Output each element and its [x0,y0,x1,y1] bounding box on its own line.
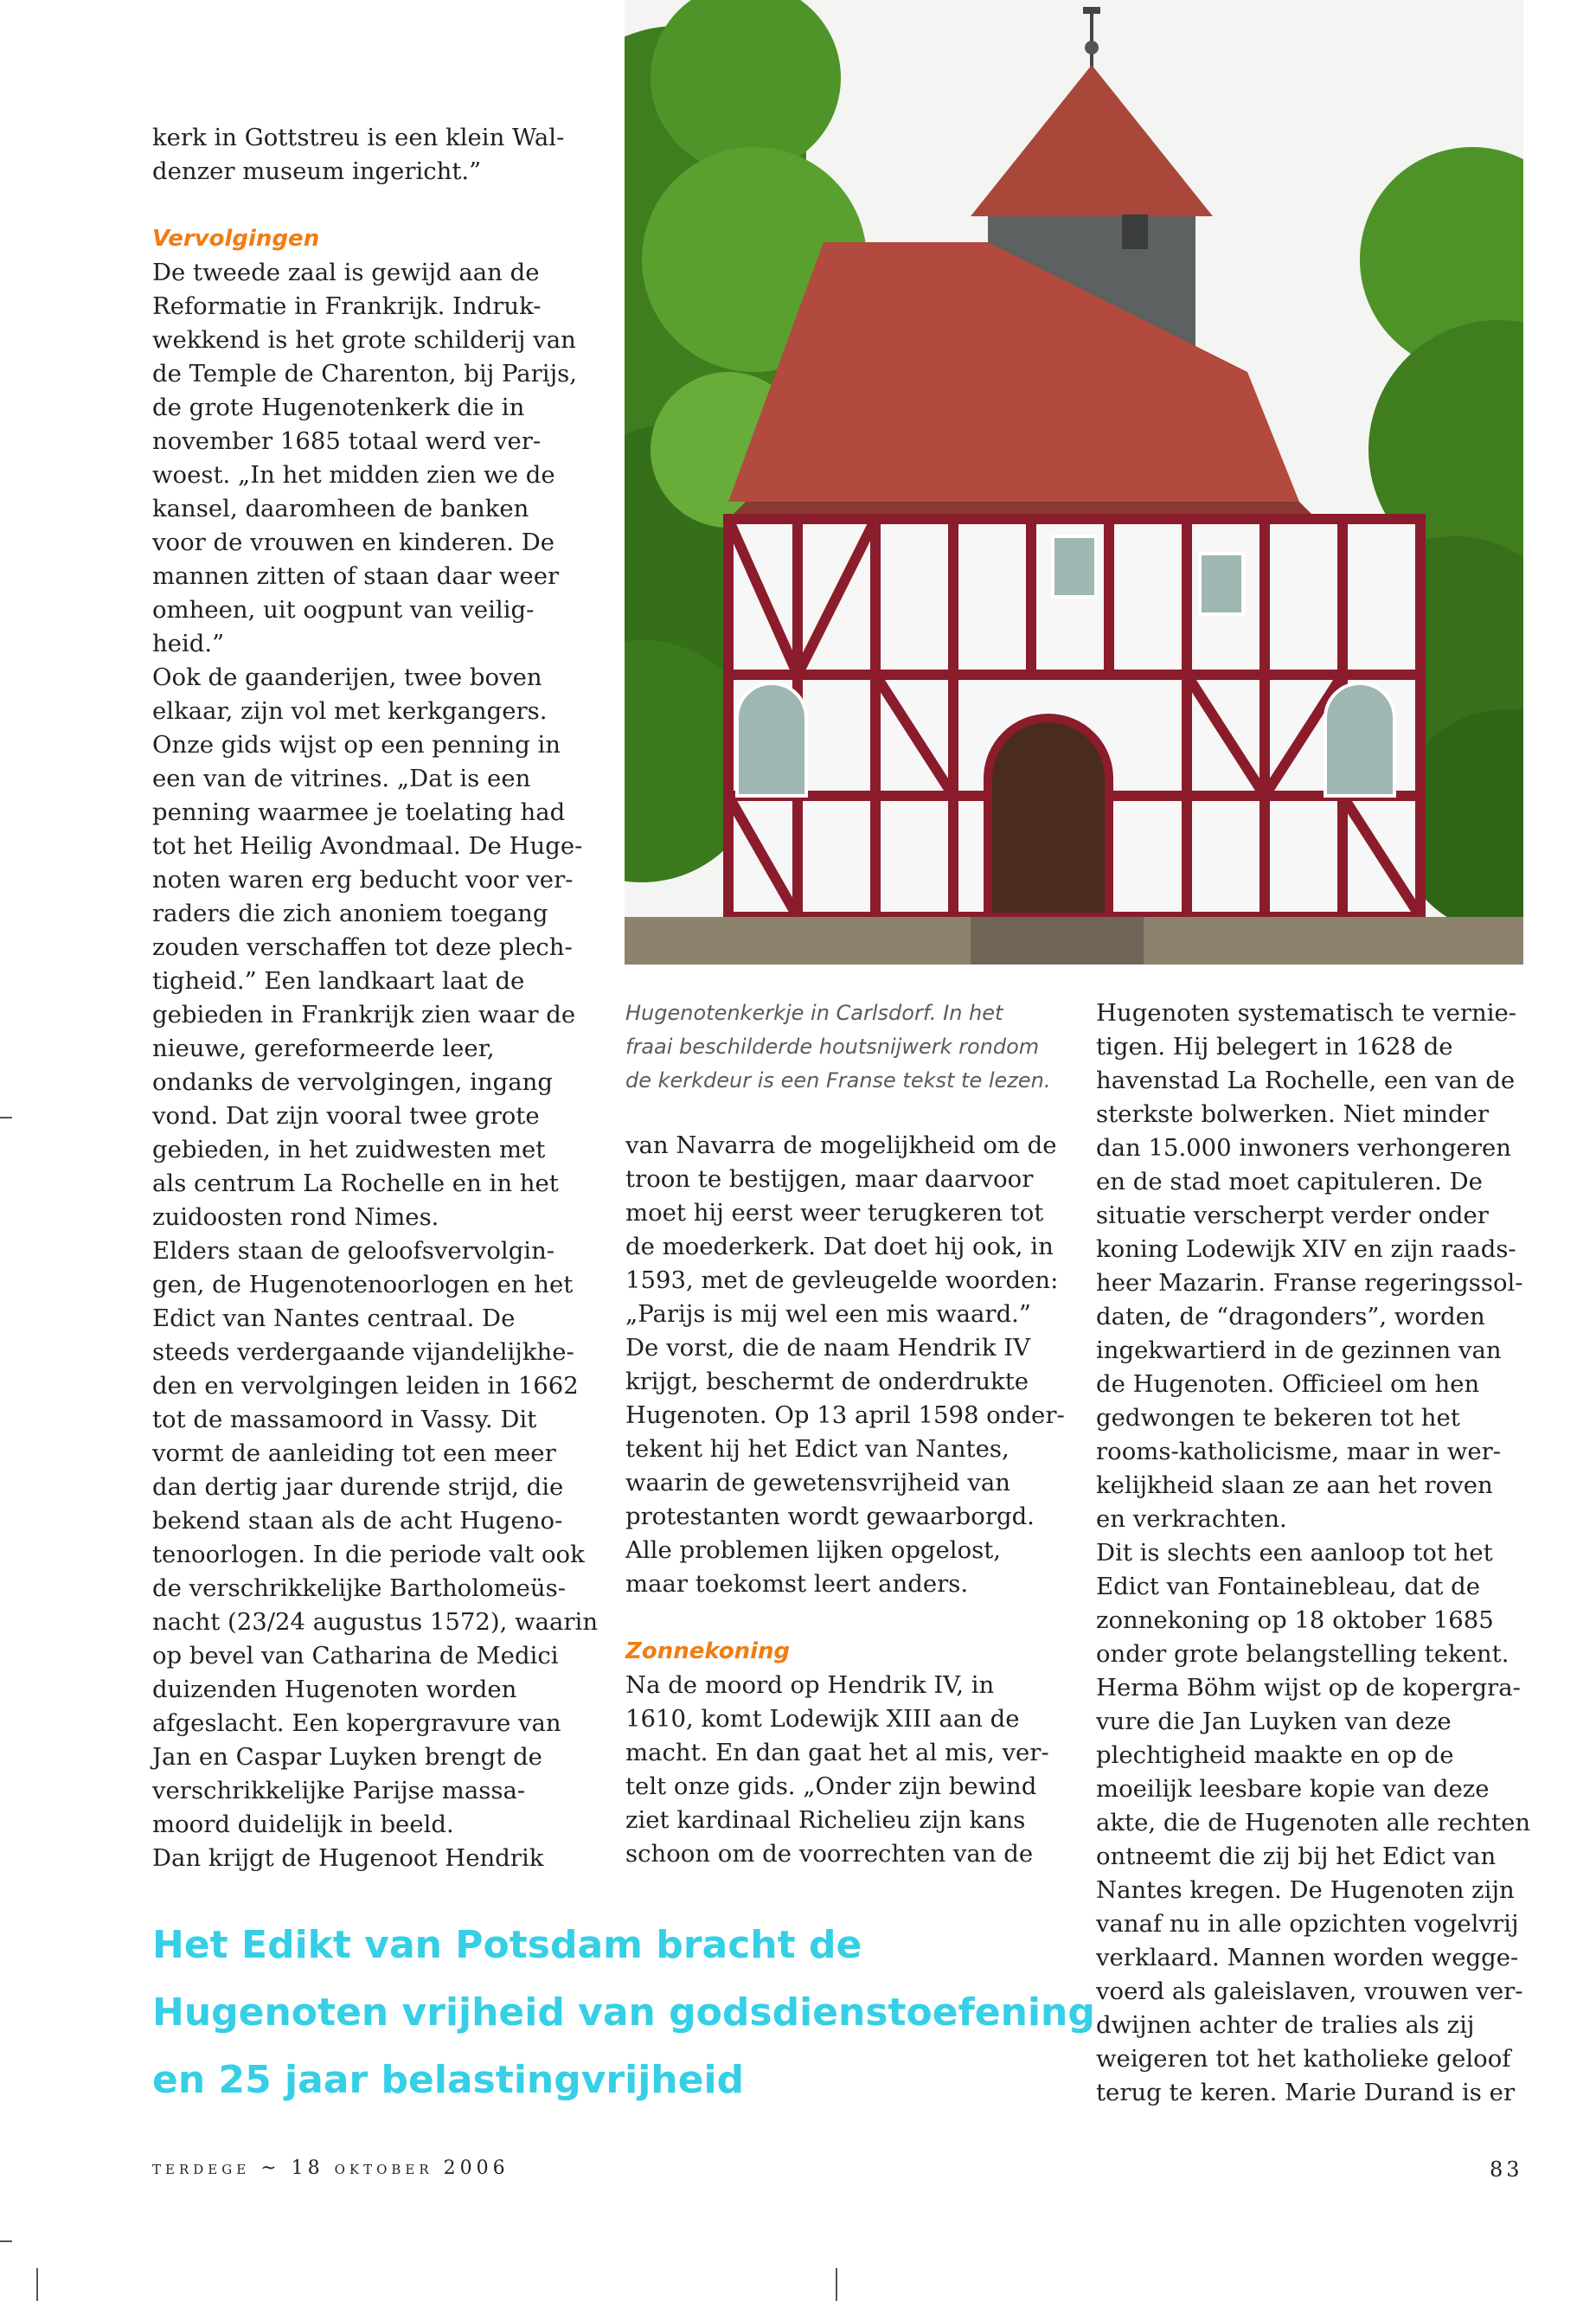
text-line: moet hij eerst weer terugkeren tot [625,1199,1044,1227]
text-line: omheen, uit oogpunt van veilig- [152,596,535,624]
text-line: Herma Böhm wijst op de kopergra- [1096,1674,1521,1702]
text-line: protestanten wordt gewaarborgd. [625,1503,1035,1530]
text-line: zonnekoning op 18 oktober 1685 [1096,1606,1494,1634]
photo-caption [625,997,1075,1098]
text-line: Jan en Caspar Luyken brengt de [152,1743,542,1771]
footer-publication: terdege ~ 18 oktober 2006 [152,2157,510,2179]
text-line: waarin de gewetensvrijheid van [625,1469,1010,1497]
text-line: terug te keren. Marie Durand is er [1096,2079,1516,2106]
text-line: de moederkerk. Dat doet hij ook, in [625,1233,1054,1260]
pull-quote-line: en 25 jaar belastingvrijheid [152,2058,745,2102]
text-line: situatie verscherpt verder onder [1096,1202,1489,1229]
text-line: verschrikkelijke Parijse massa- [152,1777,526,1804]
text-line: Hugenoten systematisch te vernie- [1096,999,1517,1027]
text-line: Nantes kregen. De Hugenoten zijn [1096,1876,1515,1904]
text-line: ziet kardinaal Richelieu zijn kans [625,1806,1026,1834]
text-line: plechtigheid maakte en op de [1096,1741,1454,1769]
text-line: ingekwartierd in de gezinnen van [1096,1336,1502,1364]
text-line: akte, die de Hugenoten alle rechten [1096,1809,1531,1836]
text-line: de grote Hugenotenkerk die in [152,394,525,421]
text-line: ontneemt die zij bij het Edict van [1096,1843,1497,1870]
caption-line: Hugenotenkerkje in Carlsdorf. In het [625,1001,1003,1025]
text-line: een van de vitrines. „Dat is een [152,765,531,792]
caption-line: fraai beschilderde houtsnijwerk rondom [625,1035,1040,1059]
text-line: dan dertig jaar durende strijd, die [152,1473,564,1501]
middle-column [625,1129,1065,1871]
text-line: verklaard. Mannen worden wegge- [1096,1944,1519,1971]
text-line: gebieden, in het zuidwesten met [152,1136,546,1163]
page-number: 83 [1490,2157,1523,2182]
text-line: maar toekomst leert anders. [625,1570,969,1598]
text-line: vond. Dat zijn vooral twee grote [152,1102,540,1130]
text-line: „Parijs is mij wel een mis waard.” [625,1300,1031,1328]
text-line: ondanks de vervolgingen, ingang [152,1068,553,1096]
text-line: steeds verdergaande vijandelijkhe- [152,1338,574,1366]
text-line: kelijkheid slaan ze aan het roven [1096,1471,1493,1499]
text-line: vanaf nu in alle opzichten vogelvrij [1096,1910,1519,1938]
text-line: havenstad La Rochelle, een van de [1096,1067,1516,1094]
text-line: zuidoosten rond Nimes. [152,1203,439,1231]
text-line: daten, de “dragonders”, worden [1096,1303,1485,1330]
text-line: Dit is slechts een aanloop tot het [1096,1539,1493,1567]
left-column [152,121,599,1875]
text-line: sterkste bolwerken. Niet minder [1096,1100,1490,1128]
text-line: dan 15.000 inwoners verhongeren [1096,1134,1511,1162]
text-line: de Temple de Charenton, bij Parijs, [152,360,577,388]
text-line: vure die Jan Luyken van deze [1096,1708,1452,1735]
text-line: 1593, met de gevleugelde woorden: [625,1266,1059,1294]
pull-quote-line: Het Edikt van Potsdam bracht de [152,1923,862,1967]
text-line: raders die zich anoniem toegang [152,900,548,927]
text-line: kansel, daaromheen de banken [152,495,529,522]
text-line: elkaar, zijn vol met kerkgangers. [152,697,548,725]
text-line: penning waarmee je toelating had [152,798,566,826]
text-line: nieuwe, gereformeerde leer, [152,1035,495,1062]
text-line: en verkrachten. [1096,1505,1287,1533]
text-line: gedwongen te bekeren tot het [1096,1404,1460,1432]
text-line: heer Mazarin. Franse regeringssol- [1096,1269,1523,1297]
text-line: Reformatie in Frankrijk. Indruk- [152,292,542,320]
text-line: rooms-katholicisme, maar in wer- [1096,1438,1502,1465]
text-line: nacht (23/24 augustus 1572), waarin [152,1608,599,1636]
text-line: Onze gids wijst op een penning in [152,731,561,759]
text-line: heid.” [152,630,225,657]
crop-mark [0,1117,12,1118]
text-line: tot het Heilig Avondmaal. De Huge- [152,832,583,860]
text-line: woest. „In het midden zien we de [152,461,555,489]
text-line: tigen. Hij belegert in 1628 de [1096,1033,1453,1061]
text-line: en de stad moet capituleren. De [1096,1168,1483,1195]
pull-quote [152,1912,1095,2114]
text-line: mannen zitten of staan daar weer [152,562,560,590]
text-line: duizenden Hugenoten worden [152,1676,517,1703]
text-line: krijgt, beschermt de onderdrukte [625,1368,1029,1395]
church-photo [625,0,1523,965]
text-line: november 1685 totaal werd ver- [152,427,542,455]
text-line: De vorst, die de naam Hendrik IV [625,1334,1030,1362]
text-line: tenoorlogen. In die periode valt ook [152,1541,585,1568]
text-line: Hugenoten. Op 13 april 1598 onder- [625,1401,1065,1429]
text-line: Ook de gaanderijen, twee boven [152,663,542,691]
text-line: Dan krijgt de Hugenoot Hendrik [152,1844,544,1872]
crop-mark [836,2268,837,2301]
text-line: gen, de Hugenotenoorlogen en het [152,1271,574,1298]
pull-quote-line: Hugenoten vrijheid van godsdienstoefening [152,1990,1095,2035]
text-line: tot de massamoord in Vassy. Dit [152,1406,537,1433]
text-line: troon te bestijgen, maar daarvoor [625,1165,1034,1193]
text-line: Alle problemen lijken opgelost, [625,1536,1002,1564]
text-line: den en vervolgingen leiden in 1662 [152,1372,579,1400]
text-line: als centrum La Rochelle en in het [152,1170,559,1197]
text-line: gebieden in Frankrijk zien waar de [152,1001,576,1029]
text-line: zouden verschaffen tot deze plech- [152,933,573,961]
section-heading-vervolgingen: Vervolgingen [152,226,320,252]
text-line: afgeslacht. Een kopergravure van [152,1709,561,1737]
section-heading-zonnekoning: Zonnekoning [625,1638,791,1664]
caption-line: de kerkdeur is een Franse tekst te lezen. [625,1068,1051,1093]
text-line: macht. En dan gaat het al mis, ver- [625,1739,1049,1766]
text-line: de Hugenoten. Officieel om hen [1096,1370,1480,1398]
text-line: kerk in Gottstreu is een klein Wal- [152,124,565,151]
text-line: denzer museum ingericht.” [152,157,482,185]
text-line: De tweede zaal is gewijd aan de [152,259,540,286]
text-line: moord duidelijk in beeld. [152,1811,454,1838]
text-line: tekent hij het Edict van Nantes, [625,1435,1010,1463]
text-line: schoon om de voorrechten van de [625,1840,1034,1868]
text-line: Edict van Nantes centraal. De [152,1304,516,1332]
text-line: van Navarra de mogelijkheid om de [625,1131,1057,1159]
text-line: bekend staan als de acht Hugeno- [152,1507,563,1535]
text-line: vormt de aanleiding tot een meer [152,1439,556,1467]
text-line: Elders staan de geloofsvervolgin- [152,1237,555,1265]
text-line: onder grote belangstelling tekent. [1096,1640,1509,1668]
text-line: Na de moord op Hendrik IV, in [625,1671,995,1699]
text-line: voor de vrouwen en kinderen. De [152,529,555,556]
text-line: voerd als galeislaven, vrouwen ver- [1096,1977,1523,2005]
text-line: weigeren tot het katholieke geloof [1096,2045,1511,2073]
crop-mark [36,2268,38,2301]
text-line: op bevel van Catharina de Medici [152,1642,559,1670]
text-line: noten waren erg beducht voor ver- [152,866,574,894]
right-column [1096,997,1529,2110]
crop-mark [0,2240,12,2242]
text-line: tigheid.” Een landkaart laat de [152,967,525,995]
text-line: de verschrikkelijke Bartholomeüs- [152,1574,567,1602]
text-line: koning Lodewijk XIV en zijn raads- [1096,1235,1516,1263]
text-line: Edict van Fontainebleau, dat de [1096,1573,1481,1600]
text-line: wekkend is het grote schilderij van [152,326,576,354]
text-line: telt onze gids. „Onder zijn bewind [625,1772,1037,1800]
text-line: moeilijk leesbare kopie van deze [1096,1775,1490,1803]
text-line: dwijnen achter de tralies als zij [1096,2011,1475,2039]
text-line: 1610, komt Lodewijk XIII aan de [625,1705,1020,1733]
